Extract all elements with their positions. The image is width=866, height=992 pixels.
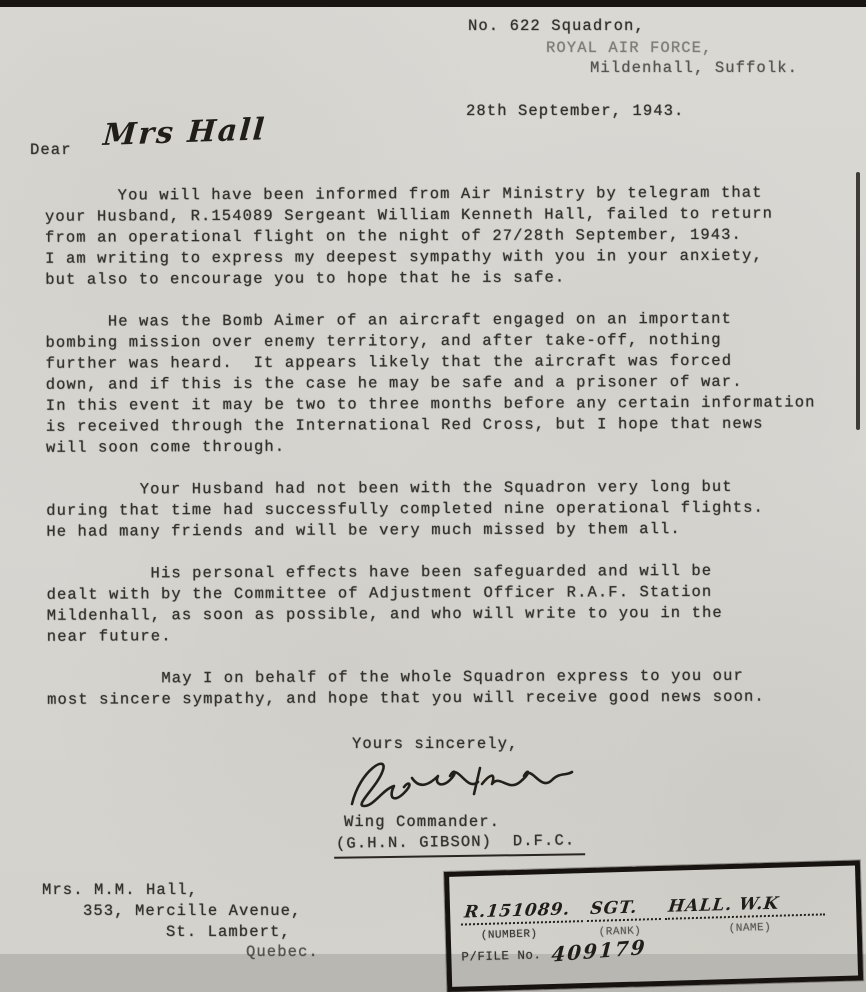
recipient-line-3: St. Lambert, (166, 923, 291, 941)
letterhead-station: Mildenhall, Suffolk. (590, 59, 799, 77)
valediction: Yours sincerely, (352, 735, 519, 753)
stamp-name-label: (NAME) (728, 921, 772, 936)
salutation-handwritten-name: Mrs Hall (102, 112, 268, 153)
scan-edge-top (0, 0, 866, 7)
stamp-name-value: HALL. W.K (665, 892, 828, 920)
signer-name-line: (G.H.N. GIBSON) D.F.C. (334, 830, 586, 859)
letter-body (45, 182, 859, 732)
recipient-line-2: 353, Mercille Avenue, (83, 902, 302, 920)
letterhead-service: ROYAL AIR FORCE, (546, 39, 713, 57)
paragraph-5: May I on behalf of the whole Squadron express to you our most sincere sympathy, and hope that you will receive good news soon. (46, 666, 765, 709)
file-stamp-box (444, 860, 863, 992)
signer-title: Wing Commander. (344, 813, 501, 831)
salutation-typed: Dear (30, 141, 72, 159)
stamp-file-value: 409179 (550, 934, 648, 967)
stamp-number-label: (NUMBER) (480, 928, 538, 942)
signature-handwriting-icon (330, 748, 580, 818)
stamp-rank-label: (RANK) (598, 925, 642, 939)
stamp-number-value: R.151089. (461, 899, 586, 925)
letterhead-squadron: No. 622 Squadron, (468, 17, 645, 35)
stamp-rank-value: SGT. (587, 897, 664, 922)
letter-date: 28th September, 1943. (466, 102, 685, 120)
paragraph-3: Your Husband had not been with the Squadron very long but during that time had successfully completed nine operational flights. He had many friends and will be very much missed by them all. (46, 477, 764, 541)
stamp-file-label: P/FILE No. (461, 948, 542, 965)
recipient-line-1: Mrs. M.M. Hall, (42, 881, 199, 899)
paragraph-2: He was the Bomb Aimer of an aircraft engaged on an important bombing mission over enemy territory, and after take-off, nothing further was heard. It appears likely that the aircraft was forced down, and if this is the case he may be safe and a prisoner of war. In this event it may be two to three months before any certain information is received through the International Red Cross, but I hope that news will soon come through. (45, 309, 816, 457)
recipient-line-4: Quebec. (246, 943, 319, 961)
paragraph-4: His personal effects have been safeguarded and will be dealt with by the Committee of Adjustment Officer R.A.F. Station Mildenhall, as soon as possible, and who will write to you in the near future. (46, 561, 723, 646)
paragraph-1: You will have been informed from Air Ministry by telegram that your Husband, R.154089 Sergeant William Kenneth Hall, failed to return from an operational flight on the night of 27/28th September, 1943. I am writing to express my deepest sympathy with you in your anxiety, but also to encourage you to hope that he is safe. (44, 183, 774, 289)
